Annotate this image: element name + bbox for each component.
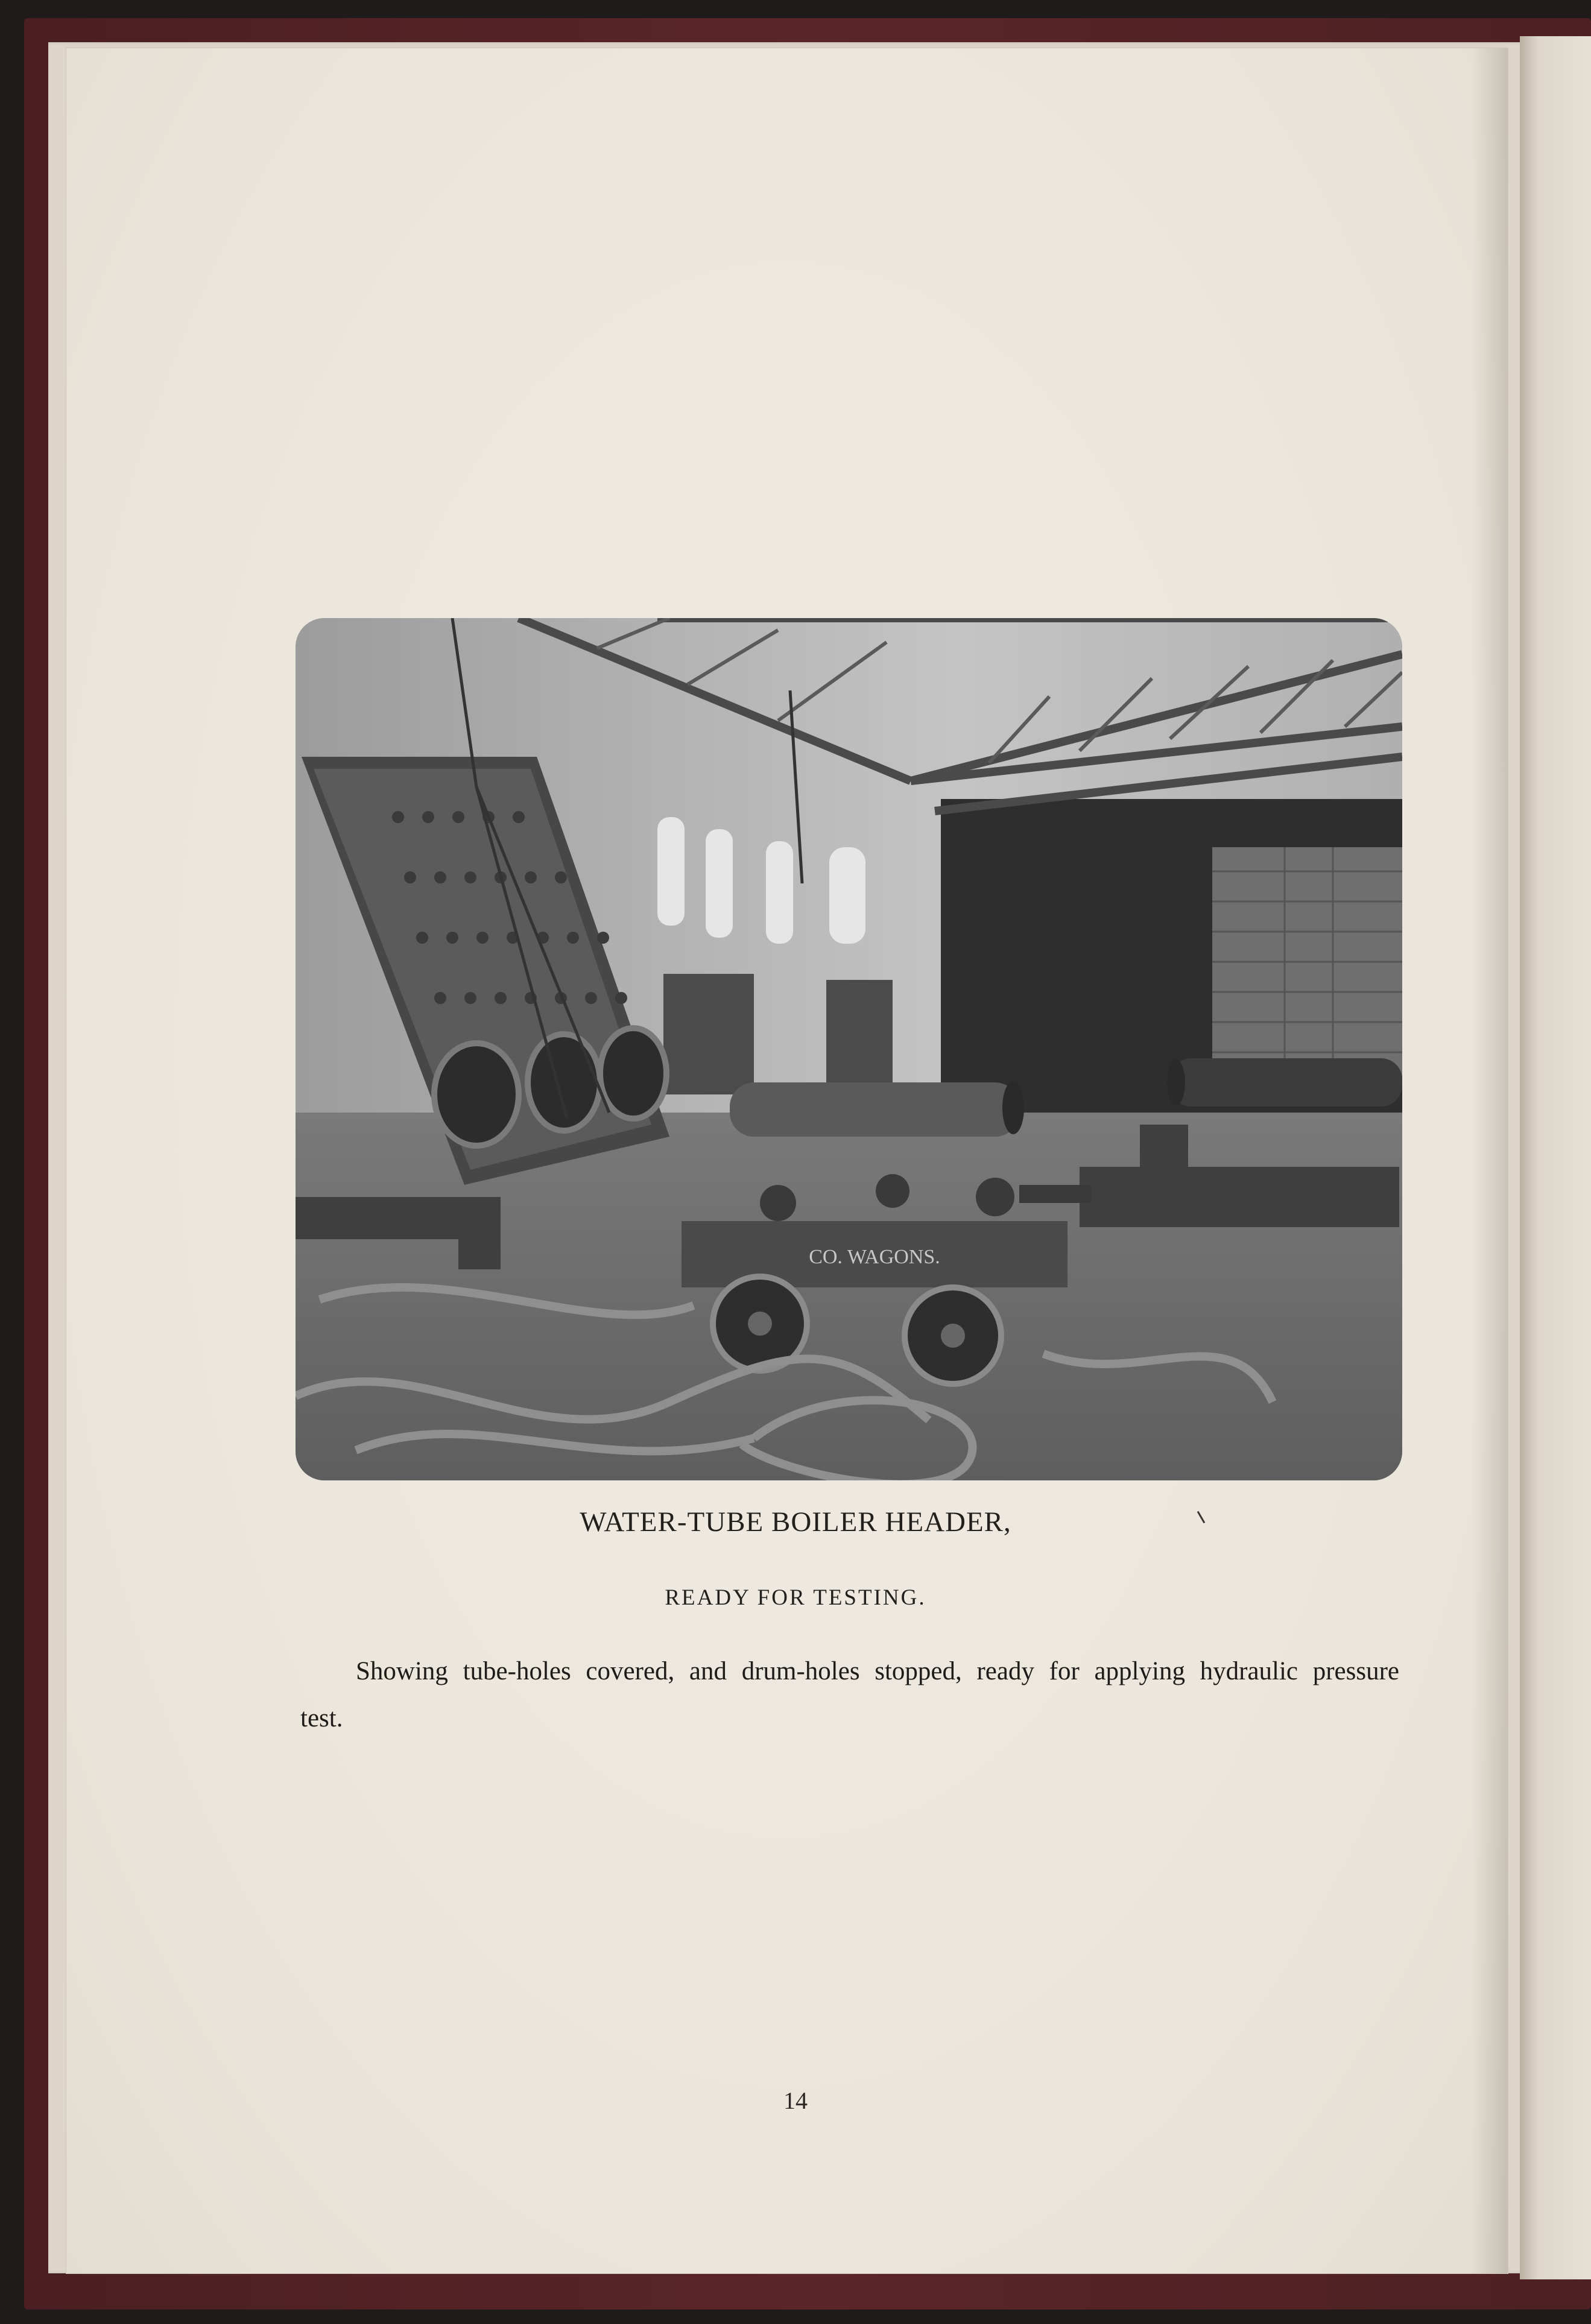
caption-title: WATER-TUBE BOILER HEADER, (580, 1506, 1011, 1538)
cart-lettering: CO. WAGONS. (809, 1246, 940, 1268)
facing-page-edge (1520, 36, 1591, 2279)
right-door (826, 980, 893, 1094)
page-number: 14 (783, 2087, 808, 2114)
caption-body: Showing tube-holes covered, and drum-holes stopped, ready for applying hydraulic pressure test. (300, 1657, 1399, 1732)
left-door (663, 974, 754, 1094)
gutter-shadow (1472, 48, 1508, 2273)
photo-illustration (296, 618, 1402, 1480)
caption-subtitle: READY FOR TESTING. (665, 1585, 926, 1610)
boiler-header-photograph (296, 618, 1402, 1480)
